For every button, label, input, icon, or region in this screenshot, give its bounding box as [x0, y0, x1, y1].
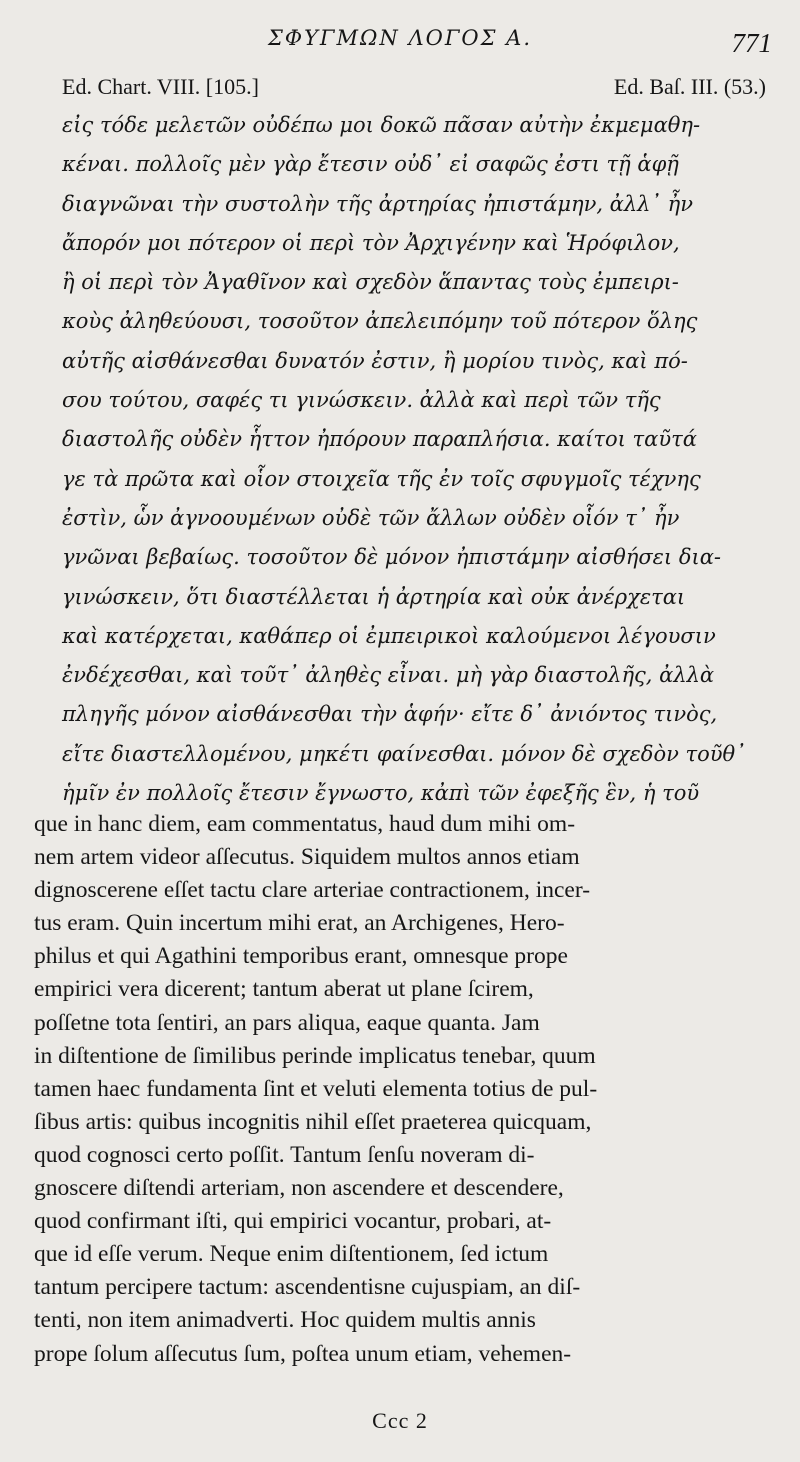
greek-line: ἄπορόν μοι πότερον οἱ περὶ τὸν Ἀρχιγένην καὶ Ἡρόφιλον, — [62, 230, 680, 255]
latin-line: que id eſſe verum. Neque enim diſtentionem, ſed ictum — [34, 1241, 549, 1268]
latin-line: quod confirmant iſti, qui empirici vocantur, probari, at- — [34, 1208, 552, 1235]
latin-text-block — [34, 808, 774, 1371]
page-number: 771 — [731, 28, 772, 58]
latin-line: philus et qui Agathini temporibus erant, omnesque prope — [34, 943, 568, 970]
greek-line: καὶ κατέρχεται, καθάπερ οἱ ἐμπειρικοὶ καλούμενοι λέγουσιν — [62, 623, 716, 648]
greek-line: πληγῆς μόνον αἰσθάνεσθαι τὴν ἁφήν· εἴτε δ᾽ ἀνιόντος τινὸς, — [62, 702, 718, 727]
latin-line: quod cognosci certo poſſit. Tantum ſenſu noveram di- — [34, 1141, 535, 1168]
greek-line: ἐνδέχεσθαι, καὶ τοῦτ᾽ ἀληθὲς εἶναι. μὴ γὰρ διαστολῆς, ἀλλὰ — [62, 663, 715, 688]
running-title: ΣΦΥΓΜΩΝ ΛΟΓΟΣ Α. — [268, 26, 532, 50]
greek-line: ἡμῖν ἐν πολλοῖς ἔτεσιν ἔγνωστο, κἀπὶ τῶν ἐφεξῆς ἓν, ἡ τοῦ — [62, 781, 700, 806]
latin-line: in diſtentione de ſimilibus perinde implicatus tenebar, quum — [34, 1042, 596, 1069]
latin-line: tenti, non item animadverti. Hoc quidem multis annis — [34, 1307, 536, 1334]
latin-line: ſibus artis: quibus incognitis nihil eſſet praeterea quicquam, — [34, 1108, 592, 1135]
greek-line: εἰς τόδε μελετῶν οὐδέπω μοι δοκῶ πᾶσαν αὐτὴν ἐκμεμαθη- — [62, 113, 701, 137]
greek-line: κέναι. πολλοῖς μὲν γὰρ ἔτεσιν οὐδ᾽ εἰ σαφῶς ἐστι τῇ ἁφῇ — [62, 152, 679, 177]
greek-line: διαγνῶναι τὴν συστολὴν τῆς ἀρτηρίας ἠπιστάμην, ἀλλ᾽ ἦν — [62, 191, 694, 216]
latin-line: tantum percipere tactum: ascendentisne cujuspiam, an diſ- — [34, 1274, 581, 1301]
greek-line: γνῶναι βεβαίως. τοσοῦτον δὲ μόνον ἠπιστάμην αἰσθήσει δια- — [62, 545, 721, 570]
edition-reference-right: Ed. Baſ. III. (53.) — [613, 74, 766, 99]
greek-line: σου τούτου, σαφές τι γινώσκειν. ἀλλὰ καὶ περὶ τῶν τῆς — [62, 388, 661, 413]
latin-line: poſſetne tota ſentiri, an pars aliqua, eaque quanta. Jam — [34, 1009, 540, 1036]
greek-line: κοὺς ἀληθεύουσι, τοσοῦτον ἀπελειπόμην τοῦ πότερον ὅλης — [62, 309, 698, 334]
greek-line: εἴτε διαστελλομένου, μηκέτι φαίνεσθαι. μόνον δὲ σχεδὸν τοῦθ᾽ — [62, 741, 746, 766]
greek-line: γινώσκειν, ὅτι διαστέλλεται ἡ ἀρτηρία καὶ οὐκ ἀνέρχεται — [62, 584, 686, 609]
greek-line: διαστολῆς οὐδὲν ἧττον ἠπόρουν παραπλήσια. καίτοι ταῦτά — [62, 427, 697, 452]
latin-line: que in hanc diem, eam commentatus, haud dum mihi om- — [34, 811, 576, 837]
latin-line: gnoscere diſtendi arteriam, non ascendere et descendere, — [34, 1175, 564, 1202]
latin-line: dignoscerene eſſet tactu clare arteriae contractionem, incer- — [34, 877, 591, 904]
latin-line: tus eram. Quin incertum mihi erat, an Archigenes, Hero- — [34, 910, 565, 937]
latin-line: empirici vera dicerent; tantum aberat ut plane ſcirem, — [34, 976, 534, 1003]
greek-line: ἐστὶν, ὧν ἀγνοουμένων οὐδὲ τῶν ἄλλων οὐδὲν οἷόν τ᾽ ἦν — [62, 505, 680, 530]
signature-mark: Ccc 2 — [372, 1408, 428, 1433]
latin-line: tamen haec fundamenta ſint et veluti elementa totius de pul- — [34, 1075, 598, 1102]
greek-line: αὐτῆς αἰσθάνεσθαι δυνατόν ἐστιν, ἢ μορίου τινὸς, καὶ πό- — [62, 348, 688, 373]
greek-line: ἢ οἱ περὶ τὸν Ἀγαθῖνον καὶ σχεδὸν ἅπαντας τοὺς ἐμπειρι- — [62, 270, 679, 295]
edition-reference-left: Ed. Chart. VIII. [105.] — [62, 74, 259, 99]
greek-text-block — [62, 106, 772, 813]
latin-line: nem artem videor aſſecutus. Siquidem multos annos etiam — [34, 844, 580, 871]
greek-line: γε τὰ πρῶτα καὶ οἷον στοιχεῖα τῆς ἐν τοῖς σφυγμοῖς τέχνης — [62, 466, 701, 491]
latin-line: prope ſolum aſſecutus ſum, poſtea unum etiam, vehemen- — [34, 1340, 572, 1367]
